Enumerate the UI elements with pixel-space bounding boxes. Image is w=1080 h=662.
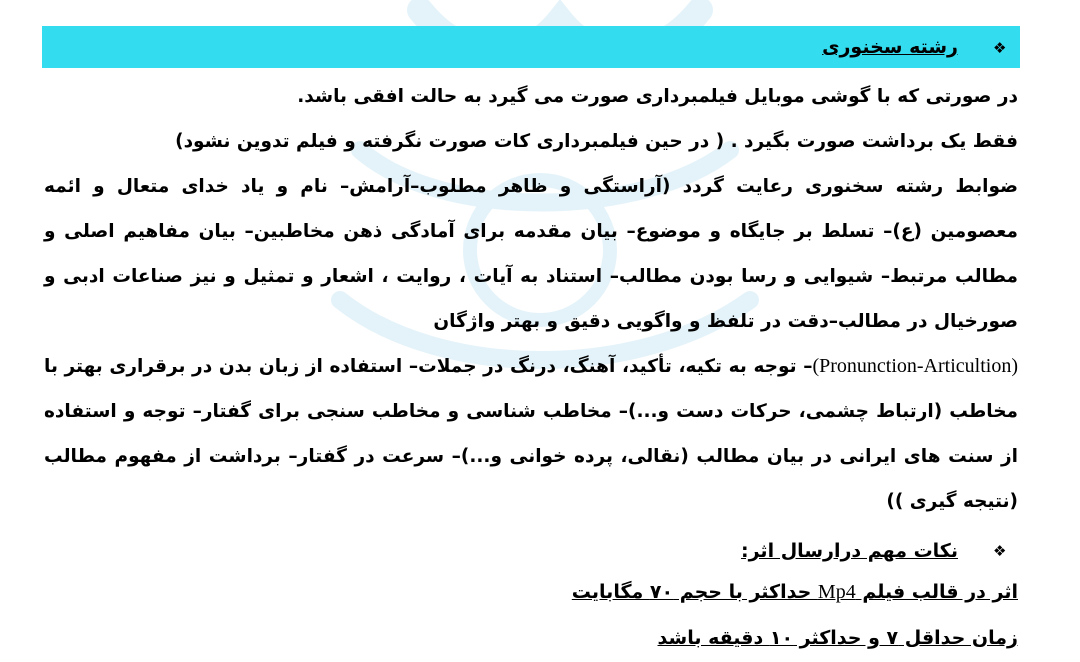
diamond-bullet-icon: ❖	[993, 542, 1007, 560]
note-duration: زمان حداقل ۷ و حداکثر ۱۰ دقیقه باشد	[657, 627, 1018, 649]
note-file-format	[572, 580, 1018, 604]
note-file-format-start: اثر در قالب فیلم	[855, 581, 1018, 603]
paragraph-orientation: در صورتی که با گوشی موبایل فیلمبرداری صورت می گیرد به حالت افقی باشد.	[297, 86, 1018, 107]
paragraph-criteria: ضوابط رشته سخنوری رعایت گردد (آراستگی و ظاهر مطلوب–آرامش– نام و یاد خدای متعال و ائمه معصومین (ع)– تسلط بر جایگاه و موضوع– بیان مقدمه برای آمادگی ذهن مخاطبین– بیان مفاهیم اصلی و مطالب مرتبط– شیوایی و رسا بودن مطالب– استناد به آیات ، روایت ، اشعار و تمثیل و نیز صناعات ادبی و صورخیال در مطالب–دقت در تلفظ و واگویی دقیق و بهتر واژگان	[44, 176, 1018, 332]
paragraph-criteria-continued	[44, 344, 1018, 524]
section-title: رشته سخنوری	[822, 36, 958, 58]
paragraph-criteria-rest: – توجه به تکیه، تأکید، آهنگ، درنگ در جملات– استفاده از زبان بدن در برقراری بهتر با مخاطب (ارتباط چشمی، حرکات دست و...)– مخاطب شناسی و مخاطب سنجی برای گفتار– توجه و استفاده از سنت های ایرانی در بیان مطالب (نقالی، پرده خوانی و...)– سرعت در گفتار– برداشت از مفهوم مطالب (نتیجه گیری ))	[44, 356, 1018, 512]
diamond-bullet-icon: ❖	[993, 39, 1007, 57]
notes-title: نکات مهم درارسال اثر:	[741, 540, 958, 562]
paragraph-single-take: فقط یک برداشت صورت بگیرد . ( در حین فیلمبرداری کات صورت نگرفته و فیلم تدوین نشود)	[175, 131, 1018, 152]
file-format-label: Mp4	[817, 581, 856, 603]
body-text	[44, 74, 1018, 524]
note-file-format-end: حداکثر با حجم ۷۰ مگابایت	[571, 581, 818, 603]
pronunciation-term: (Pronunction-Articultion)	[812, 355, 1018, 377]
